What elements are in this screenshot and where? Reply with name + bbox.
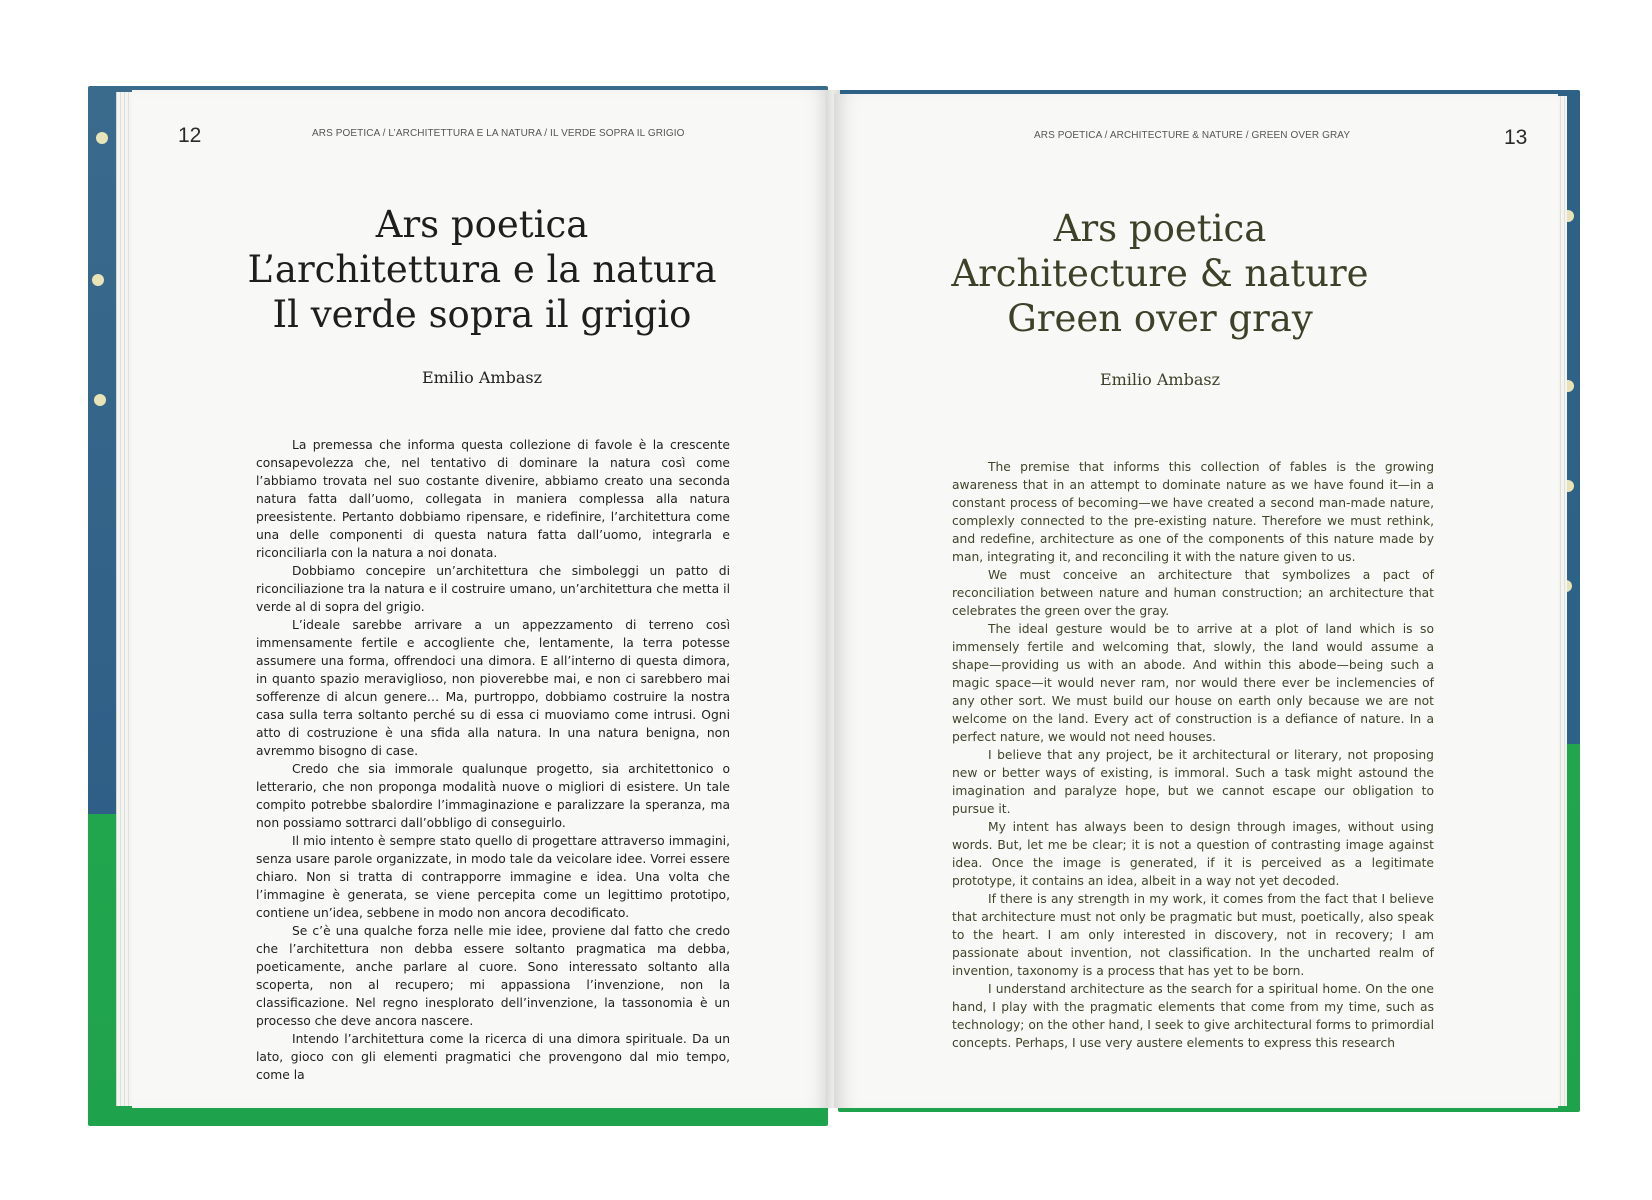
body-text — [952, 458, 1434, 1052]
page-number: 13 — [1504, 126, 1528, 149]
paragraph: I understand architecture as the search for a spiritual home. On the one hand, I play with the pragmatic elements that come from my time, such as technology; on the other hand, I seek to give architectural forms to primordial concepts. Perhaps, I use very austere elements to express this research — [952, 982, 1434, 1050]
left-page — [132, 90, 832, 1108]
paragraph: Credo che sia immorale qualunque progetto, sia architettonico o letterario, che non proponga modalità nuove o migliori di esistere. Un tale compito potrebbe sbalordire l’immaginazione e paralizzare la speranza, ma non possiamo sottrarci dall’obbligo di conseguirlo. — [256, 762, 730, 830]
body-text — [256, 436, 730, 1084]
paragraph: Intendo l’architettura come la ricerca di una dimora spirituale. Da un lato, gioco con gli elementi pragmatici che provengono dal mio tempo, come la — [256, 1032, 730, 1082]
cover-dot — [96, 132, 108, 144]
page-number: 12 — [178, 124, 202, 147]
paragraph: My intent has always been to design through images, without using words. But, let me be clear; it is not a question of contrasting image against idea. Once the image is generated, if it is perceived as a legitimate prototype, it contains an idea, albeit in a way not yet decoded. — [952, 820, 1434, 888]
running-head: ARS POETICA / L’ARCHITETTURA E LA NATURA / IL VERDE SOPRA IL GRIGIO — [312, 128, 685, 139]
title-line: Il verde sopra il grigio — [272, 293, 692, 336]
paragraph: Il mio intento è sempre stato quello di progettare attraverso immagini, senza usare parole organizzate, in modo tale da veicolare idee. Vorrei essere chiaro. Non si tratta di contrapporre immagine e idea. Una volta che l’immagine è generata, se viene percepita come un legittimo prototipo, contiene un’idea, sebbene in modo non ancora decodificato. — [256, 834, 730, 920]
title-line: Ars poetica — [375, 203, 589, 246]
cover-dot — [92, 274, 104, 286]
paragraph: L’ideale sarebbe arrivare a un appezzamento di terreno così immensamente fertile e accogliente che, lentamente, la terra potesse assumere una forma, offrendoci una dimora. E all’interno di questa dimora, in quanto spazio meraviglioso, non pioverebbe mai, e non ci sarebbero mai sofferenze di alcun genere… Ma, purtroppo, dobbiamo costruire la nostra casa sulla terra soltanto perché su di essa ci muoviamo come intrusi. Ogni atto di costruzione è una sfida alla natura. In una natura benigna, non avremmo bisogno di case. — [256, 618, 730, 758]
paragraph: La premessa che informa questa collezione di favole è la crescente consapevolezza che, nel tentativo di dominare la natura così come l’abbiamo trovata nel suo costante divenire, abbiamo creato una seconda natura fatta dall’uomo, collegata in maniera complessa alla natura preesistente. Pertanto dobbiamo ripensare, e ridefinire, l’architettura come una delle componenti di questa natura fatta dall’uomo, integrarla e riconciliarla con la natura a noi donata. — [256, 438, 730, 560]
page-title — [834, 206, 1486, 341]
paragraph: If there is any strength in my work, it comes from the fact that I believe that architecture must not only be pragmatic but must, poetically, also speak to the heart. I am only interested in discovery, not in recovery; I am passionate about invention, not classification. In the uncharted realm of invention, taxonomy is a process that has yet to be born. — [952, 892, 1434, 978]
paragraph: We must conceive an architecture that symbolizes a pact of reconciliation between nature and human construction; an architecture that celebrates the green over the gray. — [952, 568, 1434, 618]
paragraph: Se c’è una qualche forza nelle mie idee, proviene dal fatto che credo che l’architettura non debba essere soltanto pragmatica ma debba, poeticamente, anche parlare al cuore. Sono interessato soltanto alla scoperta, non al recupero; mi appassiona l’invenzione, non la classificazione. Nel regno inesplorato dell’invenzione, la tassonomia è un processo che deve ancora nascere. — [256, 924, 730, 1028]
title-line: Architecture & nature — [951, 252, 1369, 295]
author-name: Emilio Ambasz — [421, 368, 543, 387]
title-line: L’architettura e la natura — [247, 248, 717, 291]
title-line: Green over gray — [1007, 297, 1313, 340]
paragraph: The ideal gesture would be to arrive at a plot of land which is so immensely fertile and welcoming that, slowly, the land would assume a shape—providing us with an abode. And within this abode—being such a magic space—it would never ram, nor would there ever be inclemencies of any other sort. We must build our house on earth only because we are not welcome on the land. Every act of construction is a defiance of nature. In a perfect nature, we would not need houses. — [952, 622, 1434, 744]
cover-dot — [94, 394, 106, 406]
paragraph: I believe that any project, be it architectural or literary, not proposing new or better ways of existing, is immoral. Such a task might astound the imagination and paralyze hope, but we cannot escape our obligation to pursue it. — [952, 748, 1434, 816]
author-name: Emilio Ambasz — [1099, 370, 1221, 389]
paragraph: Dobbiamo concepire un’architettura che simboleggi un patto di riconciliazione tra la natura e il costruire umano, un’architettura che metta il verde al di sopra del grigio. — [256, 564, 730, 614]
title-line: Ars poetica — [1053, 207, 1267, 250]
page-title — [132, 202, 832, 337]
running-head: ARS POETICA / ARCHITECTURE & NATURE / GREEN OVER GRAY — [1034, 130, 1351, 141]
paragraph: The premise that informs this collection of fables is the growing awareness that in an attempt to dominate nature as we have found it—in a constant process of becoming—we have created a second man-made nature, complexly connected to the pre-existing nature. Therefore we must rethink, and redefine, architecture as one of the components of this nature made by man, integrating it, and reconciling it with the nature given to us. — [952, 460, 1434, 564]
right-page — [834, 94, 1558, 1108]
